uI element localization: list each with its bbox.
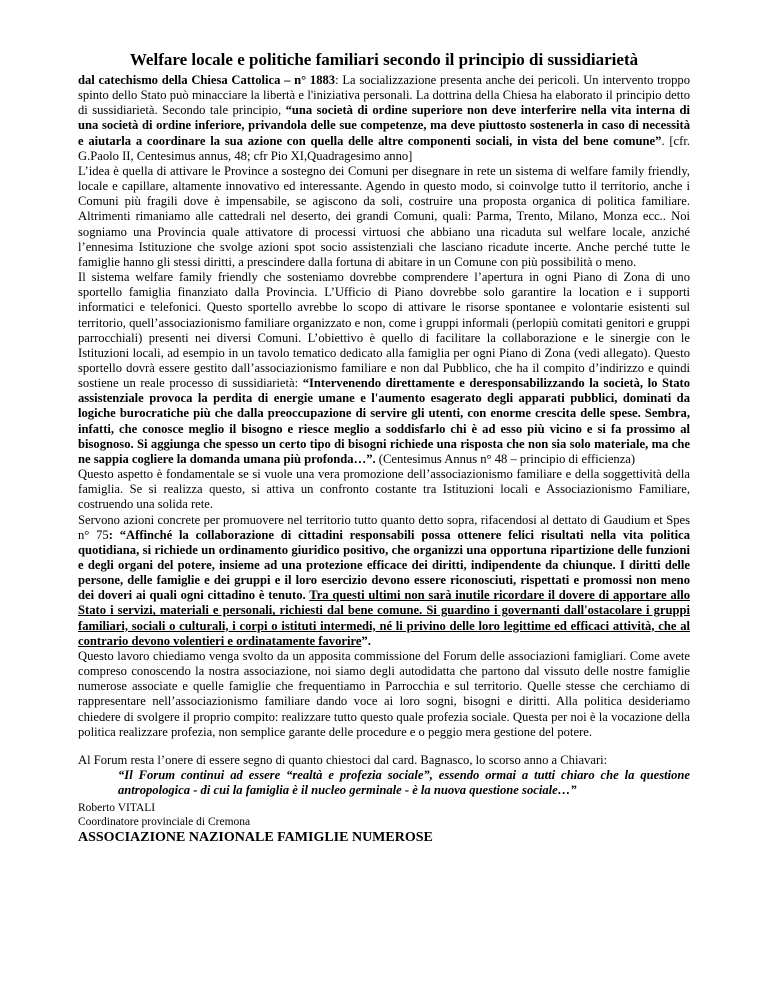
paragraph-gaudium (78, 513, 690, 649)
signature-organization: ASSOCIAZIONE NAZIONALE FAMIGLIE NUMEROSE (78, 830, 433, 846)
paragraph-forum-work: Questo lavoro chiediamo venga svolto da un apposita commissione del Forum delle associazioni famigliari. Come avete compreso conoscendo la nostra associazione, noi siamo degli autodidatta che partono dal vissuto delle nostre famiglie numerose associate e quelle famiglie che frequentiamo in Parrocchia e sul territorio. Quelle stesse che cerchiamo di rappresentare nell’associazionismo familiare dando voce ai loro sogni, bisogni e diritti. Alla politica desideriamo chiedere di svolgere il proprio compito: realizzare tutto questo quale profezia sociale. Questa per noi è la vocazione della politica realizzare profezia, non semplice garante delle procedure e o peggio mera gestione del potere. (78, 648, 690, 739)
paragraph-forum-bagnasco: Al Forum resta l’onere di essere segno di quanto chiestoci dal card. Bagnasco, lo scorso anno a Chiavari: (78, 752, 608, 767)
welfare-system-text: Il sistema welfare family friendly che sosteniamo dovrebbe comprendere l’apertura in ogni Piano di Zona di uno sportello famiglia finanziato dalla Provincia. L’Ufficio di Piano dovrebbe solo garantire la location e i supporti informatici e telefonici. Questo sportello avrebbe lo scopo di attivare le risorse spontanee e volontarie esistenti sul territorio, quell’associazionismo familiare organizzato e non, come i gruppi informali (perlopiù comitati genitori e gruppi parrocchiali) presenti nei diversi Comuni. L’obiettivo è quello di facilitare la collaborazione e le sinergie con le Istituzioni locali, ad esempio in un tavolo tematico dedicato alla famiglia per ogni Piano di Zona (vedi allegato). Questo sportello dovrà essere gestito dall’associazionismo familiare e non dal Pubblico, che ha il compito d’indirizzo e quindi sostiene un reale processo di sussidiarietà: (78, 270, 690, 391)
gaudium-quote-end: ”. (361, 633, 371, 648)
bagnasco-quote: “Il Forum continui ad essere “realtà e profezia sociale”, essendo ormai a tutti chiaro che la questione antropologica - di cui la famiglia è il nucleo germinale - è la nuova questione sociale…” (118, 768, 690, 798)
signature-name: Roberto VITALI (78, 802, 156, 815)
spacer (78, 740, 690, 753)
paragraph-catechism (78, 73, 690, 164)
paragraph-provinces: L’idea è quella di attivare le Province a sostegno dei Comuni per disegnare in rete un sistema di welfare family friendly, locale e capillare, altamente innovativo ed interessante. Agendo in questo modo, si coinvolge tutto il territorio, anche i Comuni più fragili dove è impensabile, se agiscono da soli, costruire una proposta organica di politica familiare. Altrimenti rimaniamo alle cattedrali nel deserto, dei grandi Comuni, quali: Parma, Trento, Milano, Monza ecc.. Noi sogniamo una Provincia quale attivatore di processi virtuosi che abbiano una ricaduta sul welfare locale, anziché l’ennesima Istituzione che svolge azioni spot socio assistenziali che lasciano ricadute incerte. Anche perché tutte le famiglie hanno gli stessi diritti, a prescindere dalla fortuna di abitare in un Comune con più possibilità o meno. (78, 163, 690, 269)
paragraph-welfare-system (78, 270, 690, 467)
centesimus-reference: (Centesimus Annus n° 48 – principio di efficienza) (375, 451, 636, 466)
gaudium-quote: : “Affinché la collaborazione di cittadini responsabili possa ottenere felici risultati nella vita politica quotidiana, si richiede un ordinamento giuridico positivo, che organizzi una opportuna ripartizione delle funzioni e degli organi del potere, insieme ad una protezione efficace dei diritti, indipendente da chiunque. I diritti delle persone, delle famiglie e dei gruppi e il loro esercizio devono essere riconosciuti, rispettati e promossi non meno dei doveri ai quali ogni cittadino è tenuto. (78, 527, 690, 603)
paragraph-associationism: Questo aspetto è fondamentale se si vuole una vera promozione dell’associazionismo familiare e della soggettività della famiglia. Se si realizza questo, si attiva un confronto costante tra Istituzioni locali e Associazionismo Familiare, costruendo una solida rete. (78, 467, 690, 512)
catechism-reference: . [cfr. G.Paolo II, Centesimus annus, 48; cfr Pio XI,Quadragesimo anno] (78, 133, 690, 163)
document-page (78, 50, 690, 846)
centesimus-quote: “Intervenendo direttamente e deresponsabilizzando la società, lo Stato assistenziale provoca la perdita di energie umane e l'aumento esagerato degli apparati pubblici, dominati da logiche burocratiche più che dalla preoccupazione di servire gli utenti, con enorme crescita delle spese. Sembra, infatti, che conosce meglio il bisogno e riesce meglio a soddisfarlo chi è ad esso più vicino e si fa prossimo al bisognoso. Si aggiunga che spesso un certo tipo di bisogni richiede una risposta che non sia solo materiale, ma che ne sappia cogliere la domanda umana più profonda…”. (78, 376, 691, 466)
catechism-quote: “una società di ordine superiore non deve interferire nella vita interna di una società di ordine inferiore, privandola delle sue competenze, ma deve piuttosto sostenerla in caso di necessità e aiutarla a coordinare la sua azione con quella delle altre componenti sociali, in vista del bene comune” (78, 103, 691, 148)
catechism-text: : La socializzazione presenta anche dei pericoli. Un intervento troppo spinto dello Stato può minacciare la libertà e l'iniziativa personali. La dottrina della Chiesa ha elaborato il principio detto di sussidiarietà. Secondo tale principio, (78, 73, 690, 118)
signature-role: Coordinatore provinciale di Cremona (78, 816, 251, 829)
document-title: Welfare locale e politiche familiari secondo il principio di sussidiarietà (129, 50, 639, 69)
gaudium-text: Servono azioni concrete per promuovere nel territorio tutto quanto detto sopra, rifacendosi al dettato di Gaudium et Spes n° 75 (78, 512, 690, 542)
catechism-source: dal catechismo della Chiesa Cattolica – n° 1883 (78, 73, 336, 87)
gaudium-quote-underlined: Tra questi ultimi non sarà inutile ricordare il dovere di apportare allo Stato i servizi, materiali e personali, richiesti dal bene comune. Si guardino i governanti dall'ostacolare i gruppi familiari, sociali o culturali, i corpi o istituti intermedi, né li privino delle loro legittime ed efficaci attività, che al contrario devono volentieri e ordinatamente favorire (78, 588, 690, 648)
